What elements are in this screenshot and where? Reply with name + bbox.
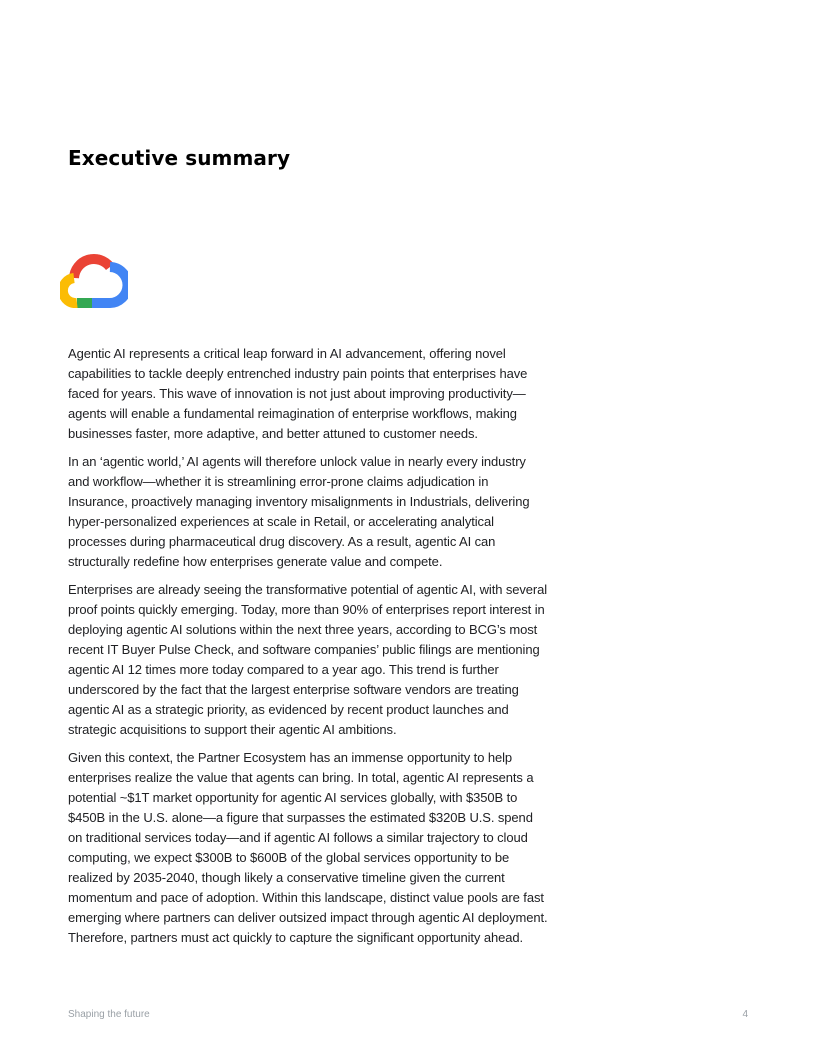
paragraph-1: Agentic AI represents a critical leap forward in AI advancement, offering novel capabilities to tackle deeply entrenched industry pain points that enterprises have faced for years. This wave of innovation is not just about improving productivity—agents will enable a fundamental reimagination of enterprise workflows, making businesses faster, more adaptive, and better attuned to customer needs. [68,346,528,441]
page-title: Executive summary [68,146,291,170]
logo-yellow-segment [63,278,77,303]
paragraph-3: Enterprises are already seeing the transformative potential of agentic AI, with several proof points quickly emerging. Today, more than 90% of enterprises report interest in deploying agentic AI solutions within the next three years, according to BCG’s most recent IT Buyer Pulse Check, and software companies’ public filings are mentioning agentic AI 12 times more today compared to a year ago. This trend is further underscored by the fact that the largest enterprise software vendors are treating agentic AI as a strategic priority, as evidenced by recent product launches and strategic acquisitions to support their agentic AI ambitions. [68,582,548,737]
footer-title: Shaping the future [68,1009,150,1020]
paragraph-2: In an ‘agentic world,’ AI agents will therefore unlock value in nearly every industry and workflow—whether it is streamlining error-prone claims adjudication in Insurance, proactively managing inventory misalignments in Industrials, delivering hyper-personalized experiences at scale in Retail, or accelerating analytical processes during pharmaceutical drug discovery. As a result, agentic AI can structurally redefine how enterprises generate value and compete. [68,454,530,569]
page-number: 4 [742,1009,748,1020]
logo-red-segment [74,259,110,278]
google-cloud-logo-icon [60,252,128,308]
body-text [68,344,548,956]
paragraph-4: Given this context, the Partner Ecosystem has an immense opportunity to help enterprises realize the value that agents can bring. In total, agentic AI represents a potential ~$1T market opportunity for agentic AI services globally, with $350B to $450B in the U.S. alone—a figure that surpasses the estimated $320B U.S. spend on traditional services today—and if agentic AI follows a similar trajectory to cloud computing, we expect $300B to $600B of the global services opportunity to be realized by 2035-2040, though likely a conservative timeline given the current momentum and pace of adoption. Within this landscape, distinct value pools are fast emerging where partners can deliver outsized impact through agentic AI deployment. Therefore, partners must act quickly to capture the significant opportunity ahead. [68,750,548,945]
logo-blue-segment [92,267,127,303]
